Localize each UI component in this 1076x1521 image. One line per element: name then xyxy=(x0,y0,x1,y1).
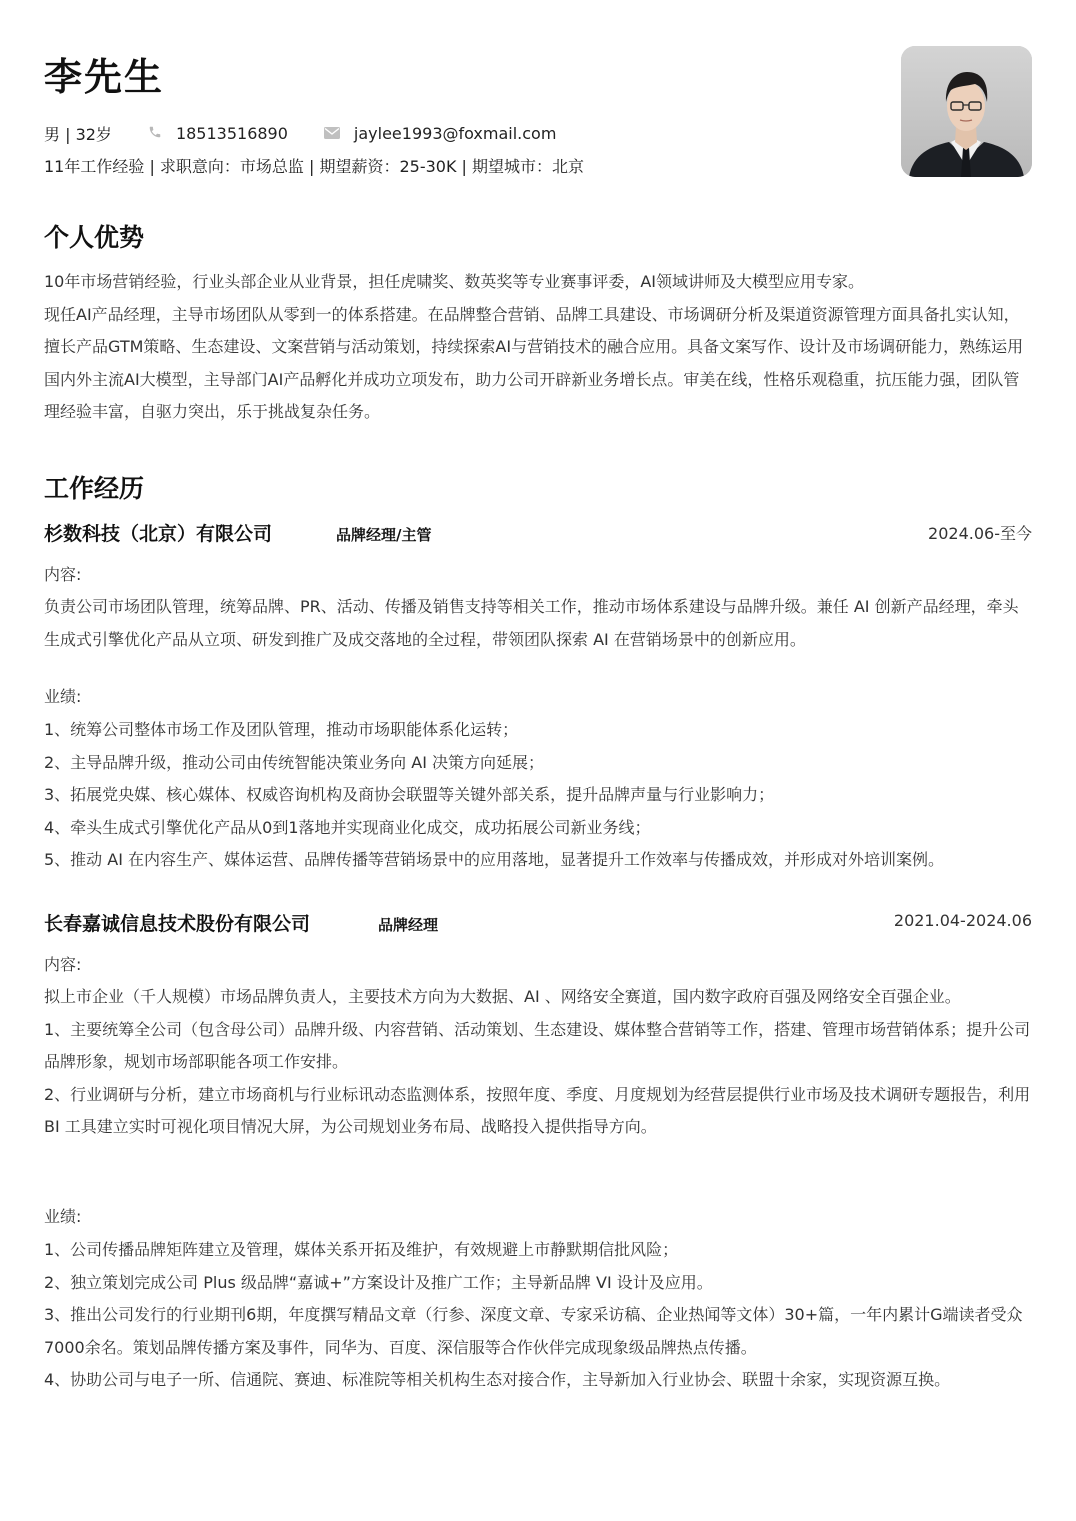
list-item: 1、统筹公司整体市场工作及团队管理，推动市场职能体系化运转； xyxy=(44,720,519,739)
job-content xyxy=(44,981,1032,1144)
list-item: 3、推出公司发行的行业期刊6期，年度撰写精品文章（行参、深度文章、专家采访稿、企业热闻等文体）30+篇，一年内累计G端读者受众7000余名。策划品牌传播方案及事件，同华为、百度、深信服等合作伙伴完成现象级品牌热点传播。 xyxy=(44,1305,1023,1357)
job-content-paragraph: 1、主要统筹全公司（包含母公司）品牌升级、内容营销、活动策划、生态建设、媒体整合营销等工作，搭建、管理市场营销体系；提升公司品牌形象，规划市场部职能各项工作安排。 xyxy=(44,1019,1031,1071)
job-header xyxy=(44,909,1032,939)
company-name: 杉数科技（北京）有限公司 xyxy=(44,523,273,545)
job-summary-line: 11年工作经验 | 求职意向：市场总监 | 期望薪资：25-30K | 期望城市：北京 xyxy=(44,157,585,176)
results-label: 业绩: xyxy=(44,687,82,706)
company-name: 长春嘉诚信息技术股份有限公司 xyxy=(44,913,311,935)
advantages-paragraph: 10年市场营销经验，行业头部企业从业背景，担任虎啸奖、数英奖等专业赛事评委，AI领域讲师及大模型应用专家。 xyxy=(44,272,865,291)
job-content-paragraph: 2、行业调研与分析，建立市场商机与行业标讯动态监测体系，按照年度、季度、月度规划为经营层提供行业市场及技术调研专题报告，利用 BI 工具建立实时可视化项目情况大屏，为公司规划业务布局、战略投入提供指导方向。 xyxy=(44,1084,1031,1136)
candidate-name: 李先生 xyxy=(44,55,165,99)
mail-icon xyxy=(324,124,340,143)
advantages-text xyxy=(44,266,1032,429)
job-results xyxy=(44,1234,1032,1397)
job-content-paragraph: 负责公司市场团队管理，统筹品牌、PR、活动、传播及销售支持等相关工作，推动市场体系建设与品牌升级。兼任 AI 创新产品经理，牵头生成式引擎优化产品从立项、研发到推广及成交落地的全过程，带领团队探索 AI 在营销场景中的创新应用。 xyxy=(44,597,1019,649)
job-role: 品牌经理/主管 xyxy=(336,526,432,544)
profile-photo xyxy=(901,46,1032,177)
list-item: 2、主导品牌升级，推动公司由传统智能决策业务向 AI 决策方向延展； xyxy=(44,752,545,772)
job-content-paragraph: 拟上市企业（千人规模）市场品牌负责人，主要技术方向为大数据、AI 、网络安全赛道，国内数字政府百强及网络安全百强企业。 xyxy=(44,987,961,1006)
advantages-paragraph: 现任AI产品经理，主导市场团队从零到一的体系搭建。在品牌整合营销、品牌工具建设、市场调研分析及渠道资源管理方面具备扎实认知，擅长产品GTM策略、生态建设、文案营销与活动策划，持续探索AI与营销技术的融合应用。具备文案写作、设计及市场调研能力，熟练运用国内外主流AI大模型，主导部门AI产品孵化并成功立项发布，助力公司开辟新业务增长点。审美在线，性格乐观稳重，抗压能力强，团队管理经验丰富，自驱力突出，乐于挑战复杂任务。 xyxy=(44,304,1024,421)
email-address[interactable]: jaylee1993@foxmail.com xyxy=(353,124,557,143)
list-item: 2、独立策划完成公司 Plus 级品牌“嘉诚+”方案设计及推广工作；主导新品牌 VI 设计及应用。 xyxy=(44,1272,713,1292)
results-label: 业绩: xyxy=(44,1207,82,1226)
job-date: 2024.06-至今 xyxy=(928,524,1032,543)
contact-line xyxy=(44,122,556,145)
job-results xyxy=(44,714,1032,877)
list-item: 3、拓展党央媒、核心媒体、权威咨询机构及商协会联盟等关键外部关系，提升品牌声量与行业影响力； xyxy=(44,785,775,804)
list-item: 4、牵头生成式引擎优化产品从0到1落地并实现商业化成交，成功拓展公司新业务线； xyxy=(44,817,651,837)
list-item: 1、公司传播品牌矩阵建立及管理，媒体关系开拓及维护，有效规避上市静默期信批风险； xyxy=(44,1240,679,1259)
job-content xyxy=(44,591,1032,656)
job-date: 2021.04-2024.06 xyxy=(893,911,1032,930)
content-label: 内容: xyxy=(44,955,82,974)
list-item: 5、推动 AI 在内容生产、媒体运营、品牌传播等营销场景中的应用落地，显著提升工作效率与传播成效，并形成对外培训案例。 xyxy=(44,850,945,869)
section-title-experience: 工作经历 xyxy=(44,474,145,503)
section-title-advantages: 个人优势 xyxy=(44,223,145,252)
phone-number[interactable]: 18513516890 xyxy=(175,124,288,143)
phone-icon xyxy=(148,124,162,143)
list-item: 4、协助公司与电子一所、信通院、赛迪、标准院等相关机构生态对接合作，主导新加入行业协会、联盟十余家，实现资源互换。 xyxy=(44,1370,951,1389)
job-header xyxy=(44,519,1032,549)
gender-age: 男 | 32岁 xyxy=(44,125,112,144)
job-role: 品牌经理 xyxy=(378,916,439,934)
content-label: 内容: xyxy=(44,565,82,584)
